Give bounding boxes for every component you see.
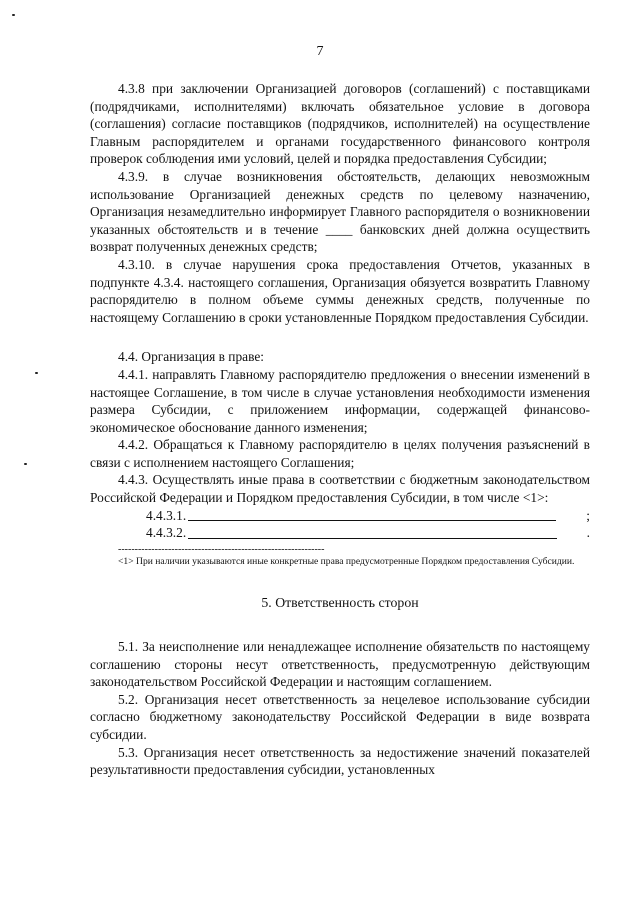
paragraph-4-3-9: 4.3.9. в случае возникновения обстоятельств, делающих невозможным использование Организацией денежных средств по целевому назначению, Организация незамедлительно информирует Главного распорядителя о возникновении указанных обстоятельств и в течение ____ банковских дней должна осуществить возврат полученных денежных средств; — [90, 168, 590, 255]
paragraph-5-2: 5.2. Организация несет ответственность за нецелевое использование субсидии согласно бюджетному законодательству Российской Федерации в виде возврата субсидии. — [90, 691, 590, 742]
paragraph-4-3-10: 4.3.10. в случае нарушения срока предоставления Отчетов, указанных в подпункте 4.3.4. настоящего соглашения, Организация обязуется возвратить Главному распорядителю в полном объеме суммы денежных средств, полученные по настоящему Соглашению в сроки установленные Порядком предоставления Субсидии. — [90, 256, 590, 325]
blank-underline — [188, 525, 556, 539]
paragraph-5-1: 5.1. За неисполнение или ненадлежащее исполнение обязательств по настоящему соглашению стороны несут ответственность, предусмотренную действующим законодательством Российской Федерации и настоящим соглашением. — [90, 638, 590, 690]
spacer — [90, 326, 590, 348]
section-heading: 5. Ответственность сторон — [261, 595, 419, 611]
document-body — [90, 80, 590, 779]
scan-speck — [12, 14, 15, 16]
paragraph-4-4-3: 4.4.3. Осуществлять иные права в соответствии с бюджетным законодательством Российской Федерации и Порядком предоставления Субсидии, в том числе <1>: — [90, 472, 590, 506]
footnote-separator: -------------------------------------------------------------- — [118, 543, 325, 555]
paragraph-4-4-1: 4.4.1. направлять Главному распорядителю предложения о внесении изменений в настоящее Соглашение, в том числе в случае установления необходимости изменения размера Субсидии, с приложением информации, содержащей финансово-экономическое обоснование данного изменения; — [90, 366, 590, 435]
footnote: <1> При наличии указываются иные конкретные права предусмотренные Порядком предоставления Субсидии. — [118, 555, 575, 567]
fill-line-label: 4.4.3.2. — [146, 525, 187, 541]
paragraph-4-4: 4.4. Организация в праве: — [118, 349, 265, 365]
fill-line-label: 4.4.3.1. — [146, 507, 187, 523]
paragraph-5-3: 5.3. Организация несет ответственность за недостижение значений показателей результативности предоставления субсидии, установленных — [90, 744, 590, 778]
fill-line-end: . — [586, 525, 590, 541]
scan-speck — [35, 372, 38, 374]
fill-line-end: ; — [586, 507, 590, 523]
page-number: 7 — [316, 44, 324, 59]
paragraph-4-3-8: 4.3.8 при заключении Организацией договоров (соглашений) с поставщиками (подрядчиками, исполнителями) включать обязательное условие в договора (соглашения) согласие поставщиков (подрядчиков, исполнителей) на осуществление Главным распорядителем и органами государственного финансового контроля проверок соблюдения ими условий, целей и порядка предоставления Субсидии; — [90, 81, 590, 167]
fill-line-4-4-3-1 — [90, 507, 590, 525]
paragraph-4-4-2: 4.4.2. Обращаться к Главному распорядителю в целях получения разъяснений в связи с исполнением настоящего Соглашения; — [90, 437, 590, 470]
blank-underline — [188, 507, 556, 521]
fill-line-4-4-3-2 — [90, 524, 590, 542]
scan-speck — [24, 463, 27, 465]
